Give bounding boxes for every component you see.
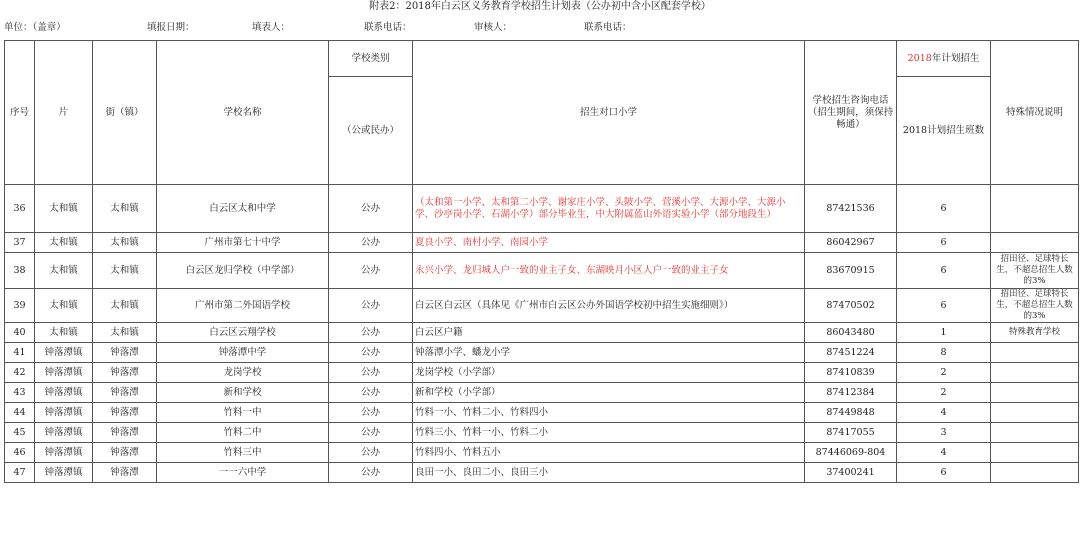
special-cell — [991, 233, 1079, 253]
street-cell: 钟落潭 — [93, 443, 157, 463]
feeder-cell: 钟落潭小学、蟠龙小学 — [413, 343, 805, 363]
classes-cell: 8 — [897, 343, 991, 363]
phone-cell: 37400241 — [805, 463, 897, 483]
classes-cell: 3 — [897, 423, 991, 443]
table-row — [5, 423, 1079, 443]
school-name-cell: 新和学校 — [157, 383, 329, 403]
classes-cell: 6 — [897, 185, 991, 233]
special-cell — [991, 383, 1079, 403]
school-name-cell: 一一六中学 — [157, 463, 329, 483]
classes-cell: 2 — [897, 383, 991, 403]
area-cell: 太和镇 — [35, 233, 93, 253]
table-row — [5, 233, 1079, 253]
school-type-cell: 公办 — [329, 383, 413, 403]
area-cell: 太和镇 — [35, 253, 93, 289]
street-cell: 钟落潭 — [93, 463, 157, 483]
phone-cell: 86043480 — [805, 323, 897, 343]
school-type-cell: 公办 — [329, 463, 413, 483]
school-type-cell: 公办 — [329, 233, 413, 253]
unit-label: 单位：（盖章） — [4, 22, 66, 33]
feeder-cell: 新和学校（小学部） — [413, 383, 805, 403]
seq-cell: 47 — [5, 463, 35, 483]
feeder-cell: 夏良小学、南村小学、南园小学 — [413, 233, 805, 253]
phone-cell: 87417055 — [805, 423, 897, 443]
table-row — [5, 403, 1079, 423]
school-name-cell: 白云区云翔学校 — [157, 323, 329, 343]
seq-cell: 44 — [5, 403, 35, 423]
header-school-name: 学校名称 — [157, 41, 329, 185]
street-cell: 钟落潭 — [93, 343, 157, 363]
table-row — [5, 383, 1079, 403]
header-feeder: 招生对口小学 — [413, 41, 805, 185]
classes-cell: 6 — [897, 463, 991, 483]
area-cell: 钟落潭镇 — [35, 423, 93, 443]
school-type-cell: 公办 — [329, 363, 413, 383]
feeder-cell: （太和第一小学、太和第二小学、谢家庄小学、头陂小学、营溪小学、大源小学、大源小学、沙亭岗小学、石湖小学）部分毕业生，中大附属蓝山外语实验小学（部分地段生） — [413, 185, 805, 233]
feeder-cell: 竹料四小、竹料五小 — [413, 443, 805, 463]
street-cell: 太和镇 — [93, 233, 157, 253]
school-type-cell: 公办 — [329, 403, 413, 423]
phone-cell: 87421536 — [805, 185, 897, 233]
school-name-cell: 广州市第七十中学 — [157, 233, 329, 253]
filler-label: 填表人： — [252, 22, 291, 33]
header-phone: 学校招生咨询电话（招生期间，须保持畅通） — [805, 41, 897, 185]
school-type-cell: 公办 — [329, 343, 413, 363]
header-street: 街（镇） — [93, 41, 157, 185]
plan-year: 2018 — [907, 52, 932, 64]
street-cell: 太和镇 — [93, 323, 157, 343]
area-cell: 钟落潭镇 — [35, 363, 93, 383]
phone-cell: 87446069-804 — [805, 443, 897, 463]
header-plan-classes: 2018计划招生班数 — [897, 77, 991, 185]
table-row — [5, 443, 1079, 463]
seq-cell: 41 — [5, 343, 35, 363]
seq-cell: 45 — [5, 423, 35, 443]
special-cell — [991, 403, 1079, 423]
special-cell: 招田径、足球特长生，不超总招生人数的3% — [991, 253, 1079, 289]
special-cell — [991, 423, 1079, 443]
seq-cell: 43 — [5, 383, 35, 403]
table-row — [5, 363, 1079, 383]
seq-cell: 38 — [5, 253, 35, 289]
header-plan — [897, 41, 991, 77]
feeder-cell: 竹料一小、竹料二小、竹料四小 — [413, 403, 805, 423]
special-cell — [991, 343, 1079, 363]
school-type-cell: 公办 — [329, 423, 413, 443]
feeder-cell: 龙岗学校（小学部） — [413, 363, 805, 383]
phone-label: 联系电话： — [364, 22, 412, 33]
special-cell — [991, 185, 1079, 233]
feeder-cell: 良田一小、良田二小、良田三小 — [413, 463, 805, 483]
school-type-cell: 公办 — [329, 253, 413, 289]
table-row — [5, 463, 1079, 483]
phone-cell: 86042967 — [805, 233, 897, 253]
school-type-cell: 公办 — [329, 323, 413, 343]
school-name-cell: 白云区龙归学校（中学部） — [157, 253, 329, 289]
area-cell: 太和镇 — [35, 289, 93, 323]
special-cell — [991, 443, 1079, 463]
classes-cell: 4 — [897, 403, 991, 423]
area-cell: 钟落潭镇 — [35, 383, 93, 403]
classes-cell: 6 — [897, 289, 991, 323]
special-cell: 招田径、足球特长生，不超总招生人数的3% — [991, 289, 1079, 323]
area-cell: 钟落潭镇 — [35, 443, 93, 463]
table-row — [5, 343, 1079, 363]
classes-cell: 6 — [897, 253, 991, 289]
date-label: 填报日期： — [147, 22, 195, 33]
phone-cell: 87410839 — [805, 363, 897, 383]
seq-cell: 40 — [5, 323, 35, 343]
table-row — [5, 185, 1079, 233]
school-type-cell: 公办 — [329, 289, 413, 323]
feeder-cell: 永兴小学、龙归城人户一致的业主子女、东湖映月小区人户一致的业主子女 — [413, 253, 805, 289]
street-cell: 钟落潭 — [93, 383, 157, 403]
seq-cell: 46 — [5, 443, 35, 463]
special-cell — [991, 363, 1079, 383]
area-cell: 太和镇 — [35, 185, 93, 233]
area-cell: 太和镇 — [35, 323, 93, 343]
header-school-type-sub: （公或民办） — [329, 77, 413, 185]
school-name-cell: 竹料三中 — [157, 443, 329, 463]
table-row — [5, 253, 1079, 289]
school-type-cell: 公办 — [329, 443, 413, 463]
header-school-type: 学校类别 — [329, 41, 413, 77]
special-cell: 特殊教育学校 — [991, 323, 1079, 343]
area-cell: 钟落潭镇 — [35, 343, 93, 363]
phone-cell: 87449848 — [805, 403, 897, 423]
street-cell: 太和镇 — [93, 253, 157, 289]
phone-label-2: 联系电话： — [584, 22, 632, 33]
phone-cell: 87451224 — [805, 343, 897, 363]
feeder-cell: 白云区户籍 — [413, 323, 805, 343]
school-name-cell: 竹料一中 — [157, 403, 329, 423]
school-name-cell: 广州市第二外国语学校 — [157, 289, 329, 323]
table-title: 附表2：2018年白云区义务教育学校招生计划表（公办初中含小区配套学校） — [369, 1, 711, 12]
street-cell: 太和镇 — [93, 185, 157, 233]
street-cell: 钟落潭 — [93, 403, 157, 423]
feeder-cell: 白云区白云区（具体见《广州市白云区公办外国语学校初中招生实施细则》） — [413, 289, 805, 323]
table-row — [5, 289, 1079, 323]
enrollment-table — [4, 40, 1079, 483]
seq-cell: 42 — [5, 363, 35, 383]
phone-cell: 87470502 — [805, 289, 897, 323]
school-name-cell: 白云区太和中学 — [157, 185, 329, 233]
seq-cell: 39 — [5, 289, 35, 323]
seq-cell: 37 — [5, 233, 35, 253]
feeder-cell: 竹料三小、竹料一小、竹料二小 — [413, 423, 805, 443]
special-cell — [991, 463, 1079, 483]
header-seq: 序号 — [5, 41, 35, 185]
classes-cell: 2 — [897, 363, 991, 383]
header-special: 特殊情况说明 — [991, 41, 1079, 185]
classes-cell: 6 — [897, 233, 991, 253]
school-name-cell: 钟落潭中学 — [157, 343, 329, 363]
street-cell: 钟落潭 — [93, 363, 157, 383]
street-cell: 太和镇 — [93, 289, 157, 323]
form-info-line — [4, 20, 1080, 36]
classes-cell: 1 — [897, 323, 991, 343]
area-cell: 钟落潭镇 — [35, 403, 93, 423]
street-cell: 钟落潭 — [93, 423, 157, 443]
area-cell: 钟落潭镇 — [35, 463, 93, 483]
school-type-cell: 公办 — [329, 185, 413, 233]
plan-title: 年计划招生 — [931, 52, 980, 64]
school-name-cell: 竹料二中 — [157, 423, 329, 443]
phone-cell: 87412384 — [805, 383, 897, 403]
classes-cell: 4 — [897, 443, 991, 463]
seq-cell: 36 — [5, 185, 35, 233]
header-area: 片 — [35, 41, 93, 185]
table-row — [5, 323, 1079, 343]
phone-cell: 83670915 — [805, 253, 897, 289]
reviewer-label: 审核人： — [474, 22, 513, 33]
school-name-cell: 龙岗学校 — [157, 363, 329, 383]
